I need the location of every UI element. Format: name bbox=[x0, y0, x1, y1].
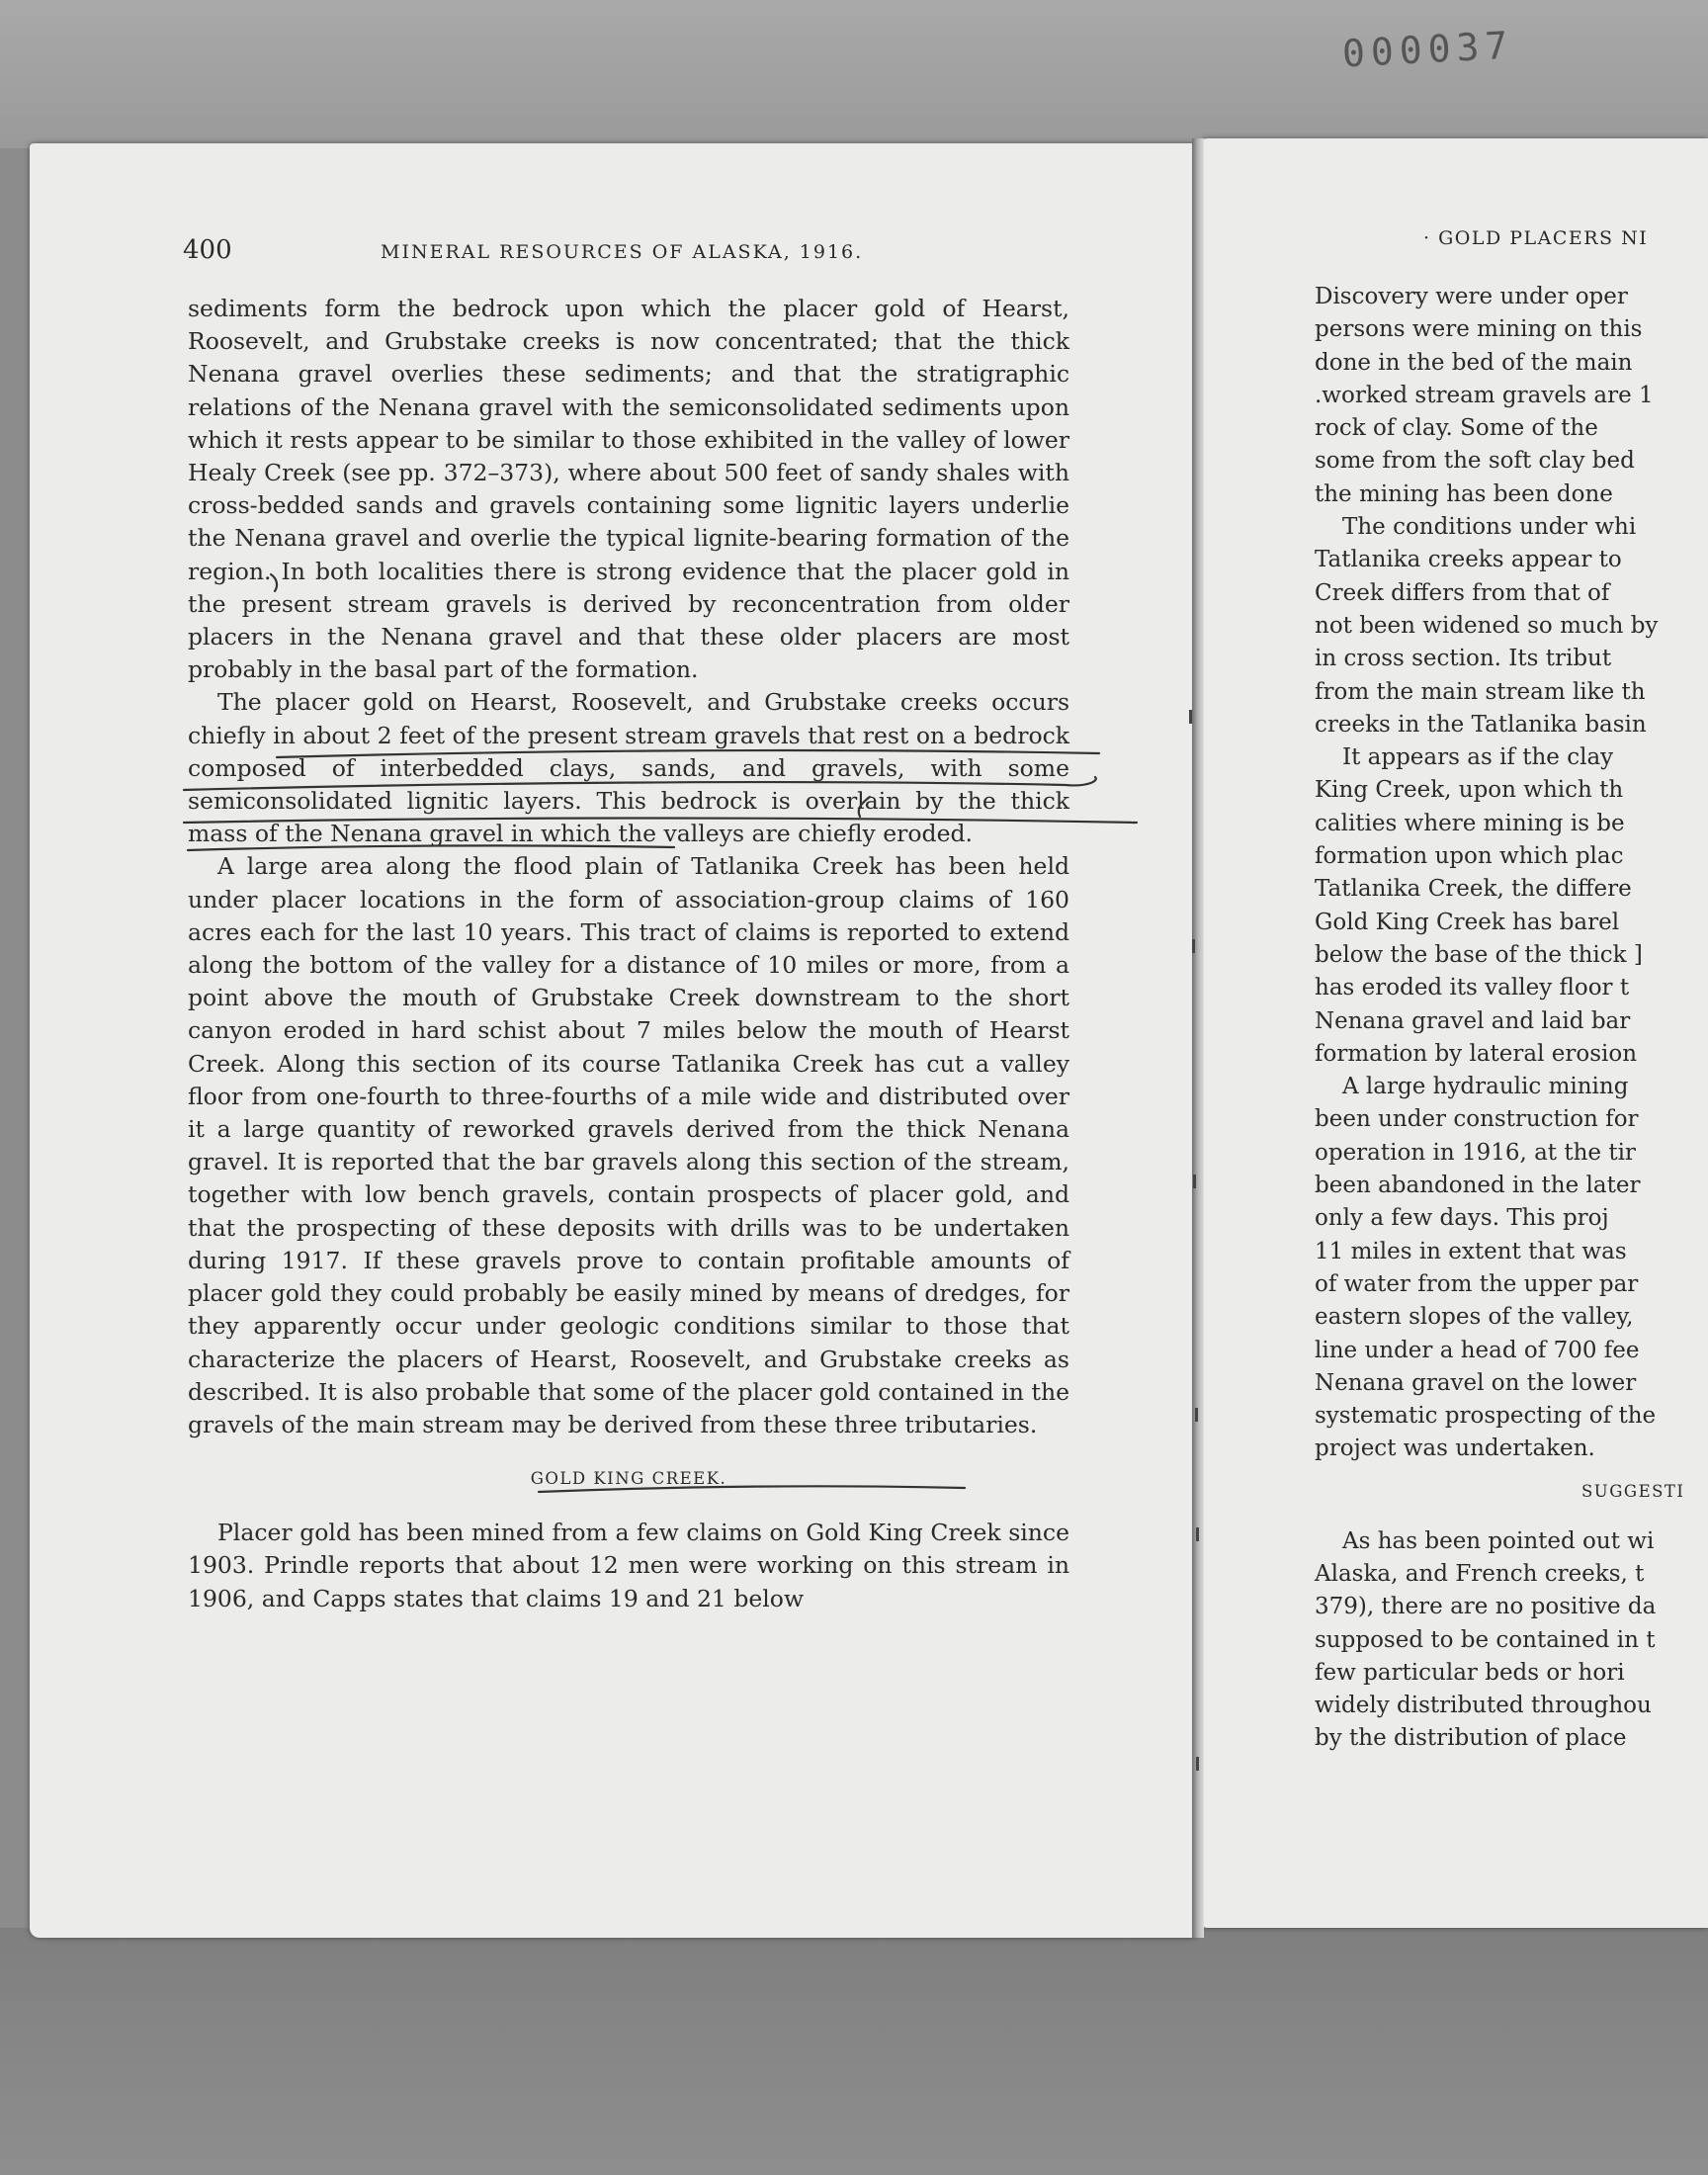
paragraph: The placer gold on Hearst, Roosevelt, and Grubstake creeks occurs chiefly in about 2 feet of the present stream gravels that rest on a bedrock composed of interbedded clays, sands, and gravels, with some semiconsolidated lignitic layers. This bedrock is overlain by the thick mass of the Nenana gravel in which the valleys are chiefly eroded. bbox=[188, 688, 1069, 848]
right-text-column bbox=[1315, 281, 1688, 1756]
text-line: It appears as if the clay bbox=[1342, 744, 1614, 771]
text-line: few particular beds or hori bbox=[1315, 1659, 1625, 1686]
margin-tick-mark bbox=[1193, 1174, 1196, 1188]
text-line: supposed to be contained in t bbox=[1315, 1626, 1656, 1653]
text-line: A large hydraulic mining bbox=[1342, 1074, 1629, 1100]
text-line: .worked stream gravels are 1 bbox=[1315, 382, 1654, 408]
text-line: by the distribution of place bbox=[1315, 1725, 1627, 1752]
margin-tick-mark bbox=[1192, 939, 1195, 953]
text-line: Tatlanika Creek, the differe bbox=[1315, 876, 1632, 903]
left-running-head bbox=[183, 235, 1072, 269]
text-line: been under construction for bbox=[1315, 1106, 1639, 1133]
page-header-title: MINERAL RESOURCES OF ALASKA, 1916. bbox=[381, 241, 864, 263]
text-line: below the base of the thick ] bbox=[1315, 941, 1643, 968]
text-line: only a few days. This proj bbox=[1315, 1205, 1609, 1232]
text-line: Gold King Creek has barel bbox=[1315, 909, 1620, 935]
text-line: of water from the upper par bbox=[1315, 1270, 1639, 1297]
text-line: formation upon which plac bbox=[1315, 843, 1624, 870]
text-line: some from the soft clay bed bbox=[1315, 448, 1635, 475]
text-line: operation in 1916, at the tir bbox=[1315, 1139, 1636, 1166]
section-title: GOLD KING CREEK. bbox=[530, 1469, 727, 1489]
paragraph: A large area along the flood plain of Tatlanika Creek has been held under placer locations in the form of association-group claims of 160 acres each for the last 10 years. This tract of claims is reported to extend along the bottom of the valley for a distance of 10 miles or more, from a point above the mouth of Grubstake Creek downstream to the short canyon eroded in hard schist about 7 miles below the mouth of Hearst Creek. Along this section of its course Tatlanika Creek has cut a valley floor from one-fourth to three-fourths of a mile wide and distributed over it a large quantity of reworked gravels derived from the thick Nenana gravel. It is reported that the bar gravels along this section of the stream, together with low bench gravels, contain prospects of placer gold, and that the prospecting of these deposits with drills was to be undertaken during 1917. If these gravels prove to contain profitable amounts of placer gold they could probably be easily mined by means of dredges, for they apparently occur under geologic conditions similar to those that characterize the placers of Hearst, Roosevelt, and Grubstake creeks as described. It is also probable that some of the placer gold contained in the gravels of the main stream may be derived from these three tributaries. bbox=[188, 852, 1069, 1438]
text-line: calities where mining is be bbox=[1315, 810, 1625, 836]
margin-tick-mark bbox=[1195, 1408, 1198, 1422]
text-line: has eroded its valley floor t bbox=[1315, 975, 1630, 1001]
right-page-clip bbox=[1196, 138, 1688, 1928]
text-line: not been widened so much by bbox=[1315, 612, 1659, 639]
text-line: 379), there are no positive da bbox=[1315, 1594, 1657, 1620]
text-line: creeks in the Tatlanika basin bbox=[1315, 711, 1647, 738]
text-line: project was undertaken. bbox=[1315, 1436, 1595, 1462]
text-line: been abandoned in the later bbox=[1315, 1173, 1641, 1199]
right-running-head: · GOLD PLACERS NI bbox=[1423, 227, 1649, 249]
text-line: 11 miles in extent that was bbox=[1315, 1238, 1627, 1264]
text-line: As has been pointed out wi bbox=[1342, 1527, 1655, 1554]
paragraph: Placer gold has been mined from a few claims on Gold King Creek since 1903. Prindle reports that about 12 men were working on this stream in 1906, and Capps states that claims 19 and 21 below bbox=[188, 1519, 1069, 1612]
text-line: The conditions under whi bbox=[1342, 514, 1637, 541]
text-line: systematic prospecting of the bbox=[1315, 1403, 1657, 1430]
text-line: line under a head of 700 fee bbox=[1315, 1337, 1640, 1363]
margin-tick-mark bbox=[1196, 1757, 1199, 1771]
page-number: 400 bbox=[183, 235, 232, 265]
text-line: Nenana gravel and laid bar bbox=[1315, 1007, 1631, 1034]
text-line: Creek differs from that of bbox=[1315, 579, 1610, 606]
margin-tick-mark bbox=[1189, 710, 1192, 724]
scan-background-bottom bbox=[0, 1928, 1708, 2175]
text-line: King Creek, upon which th bbox=[1315, 777, 1624, 804]
text-line: Tatlanika creeks appear to bbox=[1315, 547, 1622, 573]
text-line: Alaska, and French creeks, t bbox=[1315, 1560, 1645, 1587]
text-line: the mining has been done bbox=[1315, 480, 1613, 507]
paragraph: sediments form the bedrock upon which the placer gold of Hearst, Roosevelt, and Grubstake creeks is now concentrated; that the thick Nenana gravel overlies these sediments; and that the stratigraphic relations of the Nenana gravel with the semiconsolidated sediments upon which it rests appear to be similar to those exhibited in the valley of lower Healy Creek (see pp. 372–373), where about 500 feet of sandy shales with cross-bedded sands and gravels containing some lignitic layers underlie the Nenana gravel and overlie the typical lignite-bearing formation of the region. In both localities there is strong evidence that the placer gold in the present stream gravels is derived by reconcentration from older placers in the Nenana gravel and that these older placers are most probably in the basal part of the formation. bbox=[188, 295, 1069, 684]
right-section-title: SUGGESTI bbox=[1581, 1481, 1685, 1501]
text-line: formation by lateral erosion bbox=[1315, 1040, 1638, 1067]
text-line: rock of clay. Some of the bbox=[1315, 415, 1598, 442]
text-line: Discovery were under oper bbox=[1315, 284, 1628, 309]
scan-background-top bbox=[0, 0, 1708, 148]
margin-tick-mark bbox=[1196, 1527, 1199, 1541]
text-line: Nenana gravel on the lower bbox=[1315, 1369, 1637, 1396]
text-line: done in the bed of the main bbox=[1315, 349, 1633, 376]
left-text-column bbox=[188, 293, 1069, 1615]
text-line: in cross section. Its tribut bbox=[1315, 646, 1612, 672]
text-line: persons were mining on this bbox=[1315, 316, 1643, 343]
text-line: eastern slopes of the valley, bbox=[1315, 1304, 1634, 1331]
stamp-number: 000037 bbox=[1340, 23, 1515, 76]
text-line: from the main stream like th bbox=[1315, 678, 1646, 705]
text-line: widely distributed throughou bbox=[1315, 1693, 1652, 1719]
